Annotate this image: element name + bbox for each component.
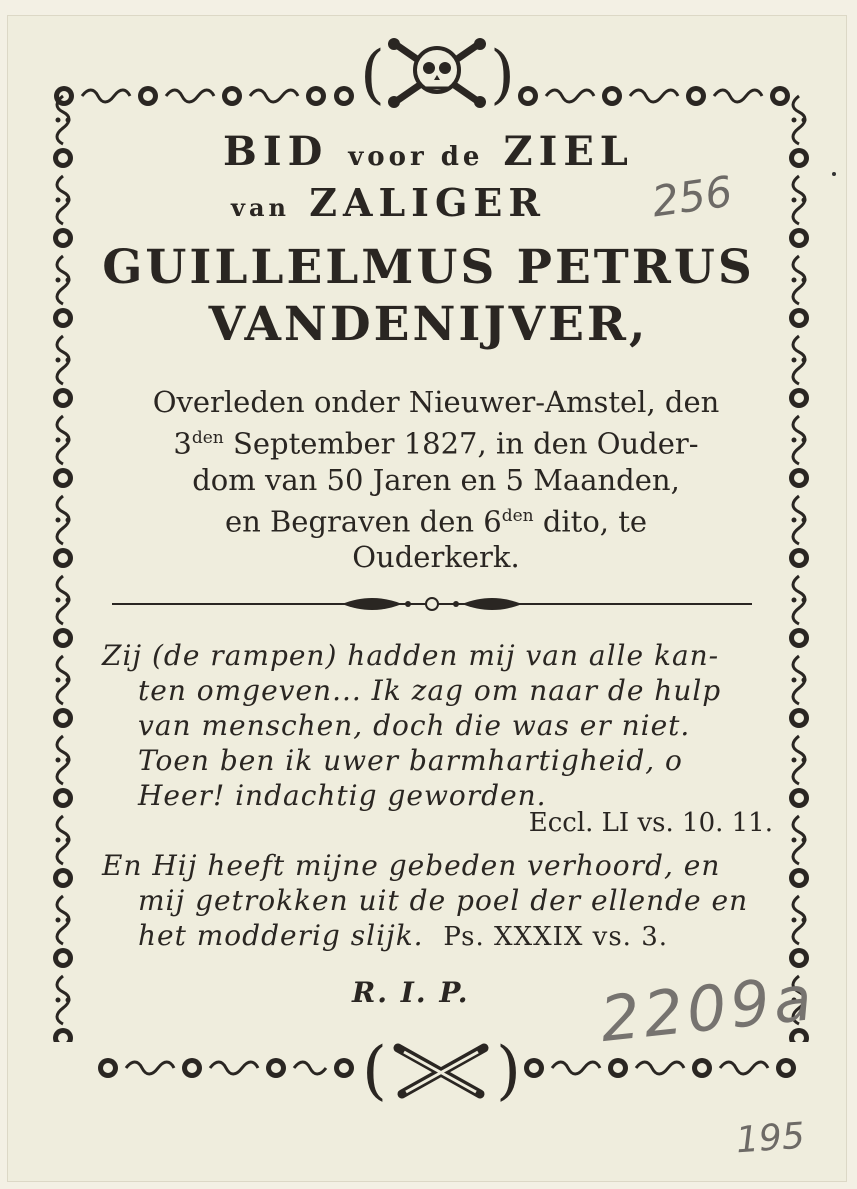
left-ornament-border	[50, 92, 76, 1042]
svg-text:(: (	[360, 38, 385, 112]
rip-closing: R. I. P.	[352, 976, 470, 1009]
header-line-van: van ZALIGER	[231, 180, 546, 225]
right-ornament-border	[786, 92, 812, 1042]
ink-dot	[832, 172, 836, 176]
ornamental-divider	[112, 596, 752, 612]
crossed-torches-icon	[360, 1034, 522, 1108]
top-ornament-border-right	[516, 84, 808, 108]
quote-1-reference: Eccl. LI vs. 10. 11.	[528, 808, 773, 838]
handwritten-number-bottom: 2209a	[596, 960, 820, 1057]
bottom-ornament-border-right	[522, 1056, 812, 1080]
handwritten-number-top: 256	[648, 166, 736, 227]
scripture-quote-1: Zij (de rampen) hadden mij van alle kan- ten omgeven... Ik zag om naar de hulp van menschen, doch die was er niet. Toen ben ik uwer barmhartigheid, o Heer! indachtig geworden.	[102, 639, 722, 812]
top-ornament-border	[52, 84, 358, 108]
skull-crossbones-icon	[358, 34, 516, 114]
handwritten-number-corner: 195	[734, 1115, 807, 1162]
deceased-name-line1: GUILLELMUS PETRUS	[102, 240, 755, 295]
header-line-bid: BID voor de ZIEL	[223, 128, 634, 175]
bottom-ornament-border	[96, 1056, 358, 1080]
svg-text:): )	[490, 38, 515, 112]
svg-text:(: (	[362, 1034, 387, 1108]
scripture-quote-2: En Hij heeft mijne gebeden verhoord, en mij getrokken uit de poel der ellende en het modderig slijk. Ps. XXXIX vs. 3.	[102, 849, 749, 952]
deceased-name-line2: VANDENIJVER,	[208, 297, 649, 352]
quote-2-reference: Ps. XXXIX vs. 3.	[443, 922, 668, 952]
svg-text:): )	[496, 1034, 521, 1108]
details-paragraph: Overleden onder Nieuwer-Amstel, den $3^{den}$ September 1827, in den Ouder- dom van 50 Jaren en 5 Maanden, en Begraven den $6^{den}$ dito, te Ouderkerk.	[152, 385, 720, 575]
